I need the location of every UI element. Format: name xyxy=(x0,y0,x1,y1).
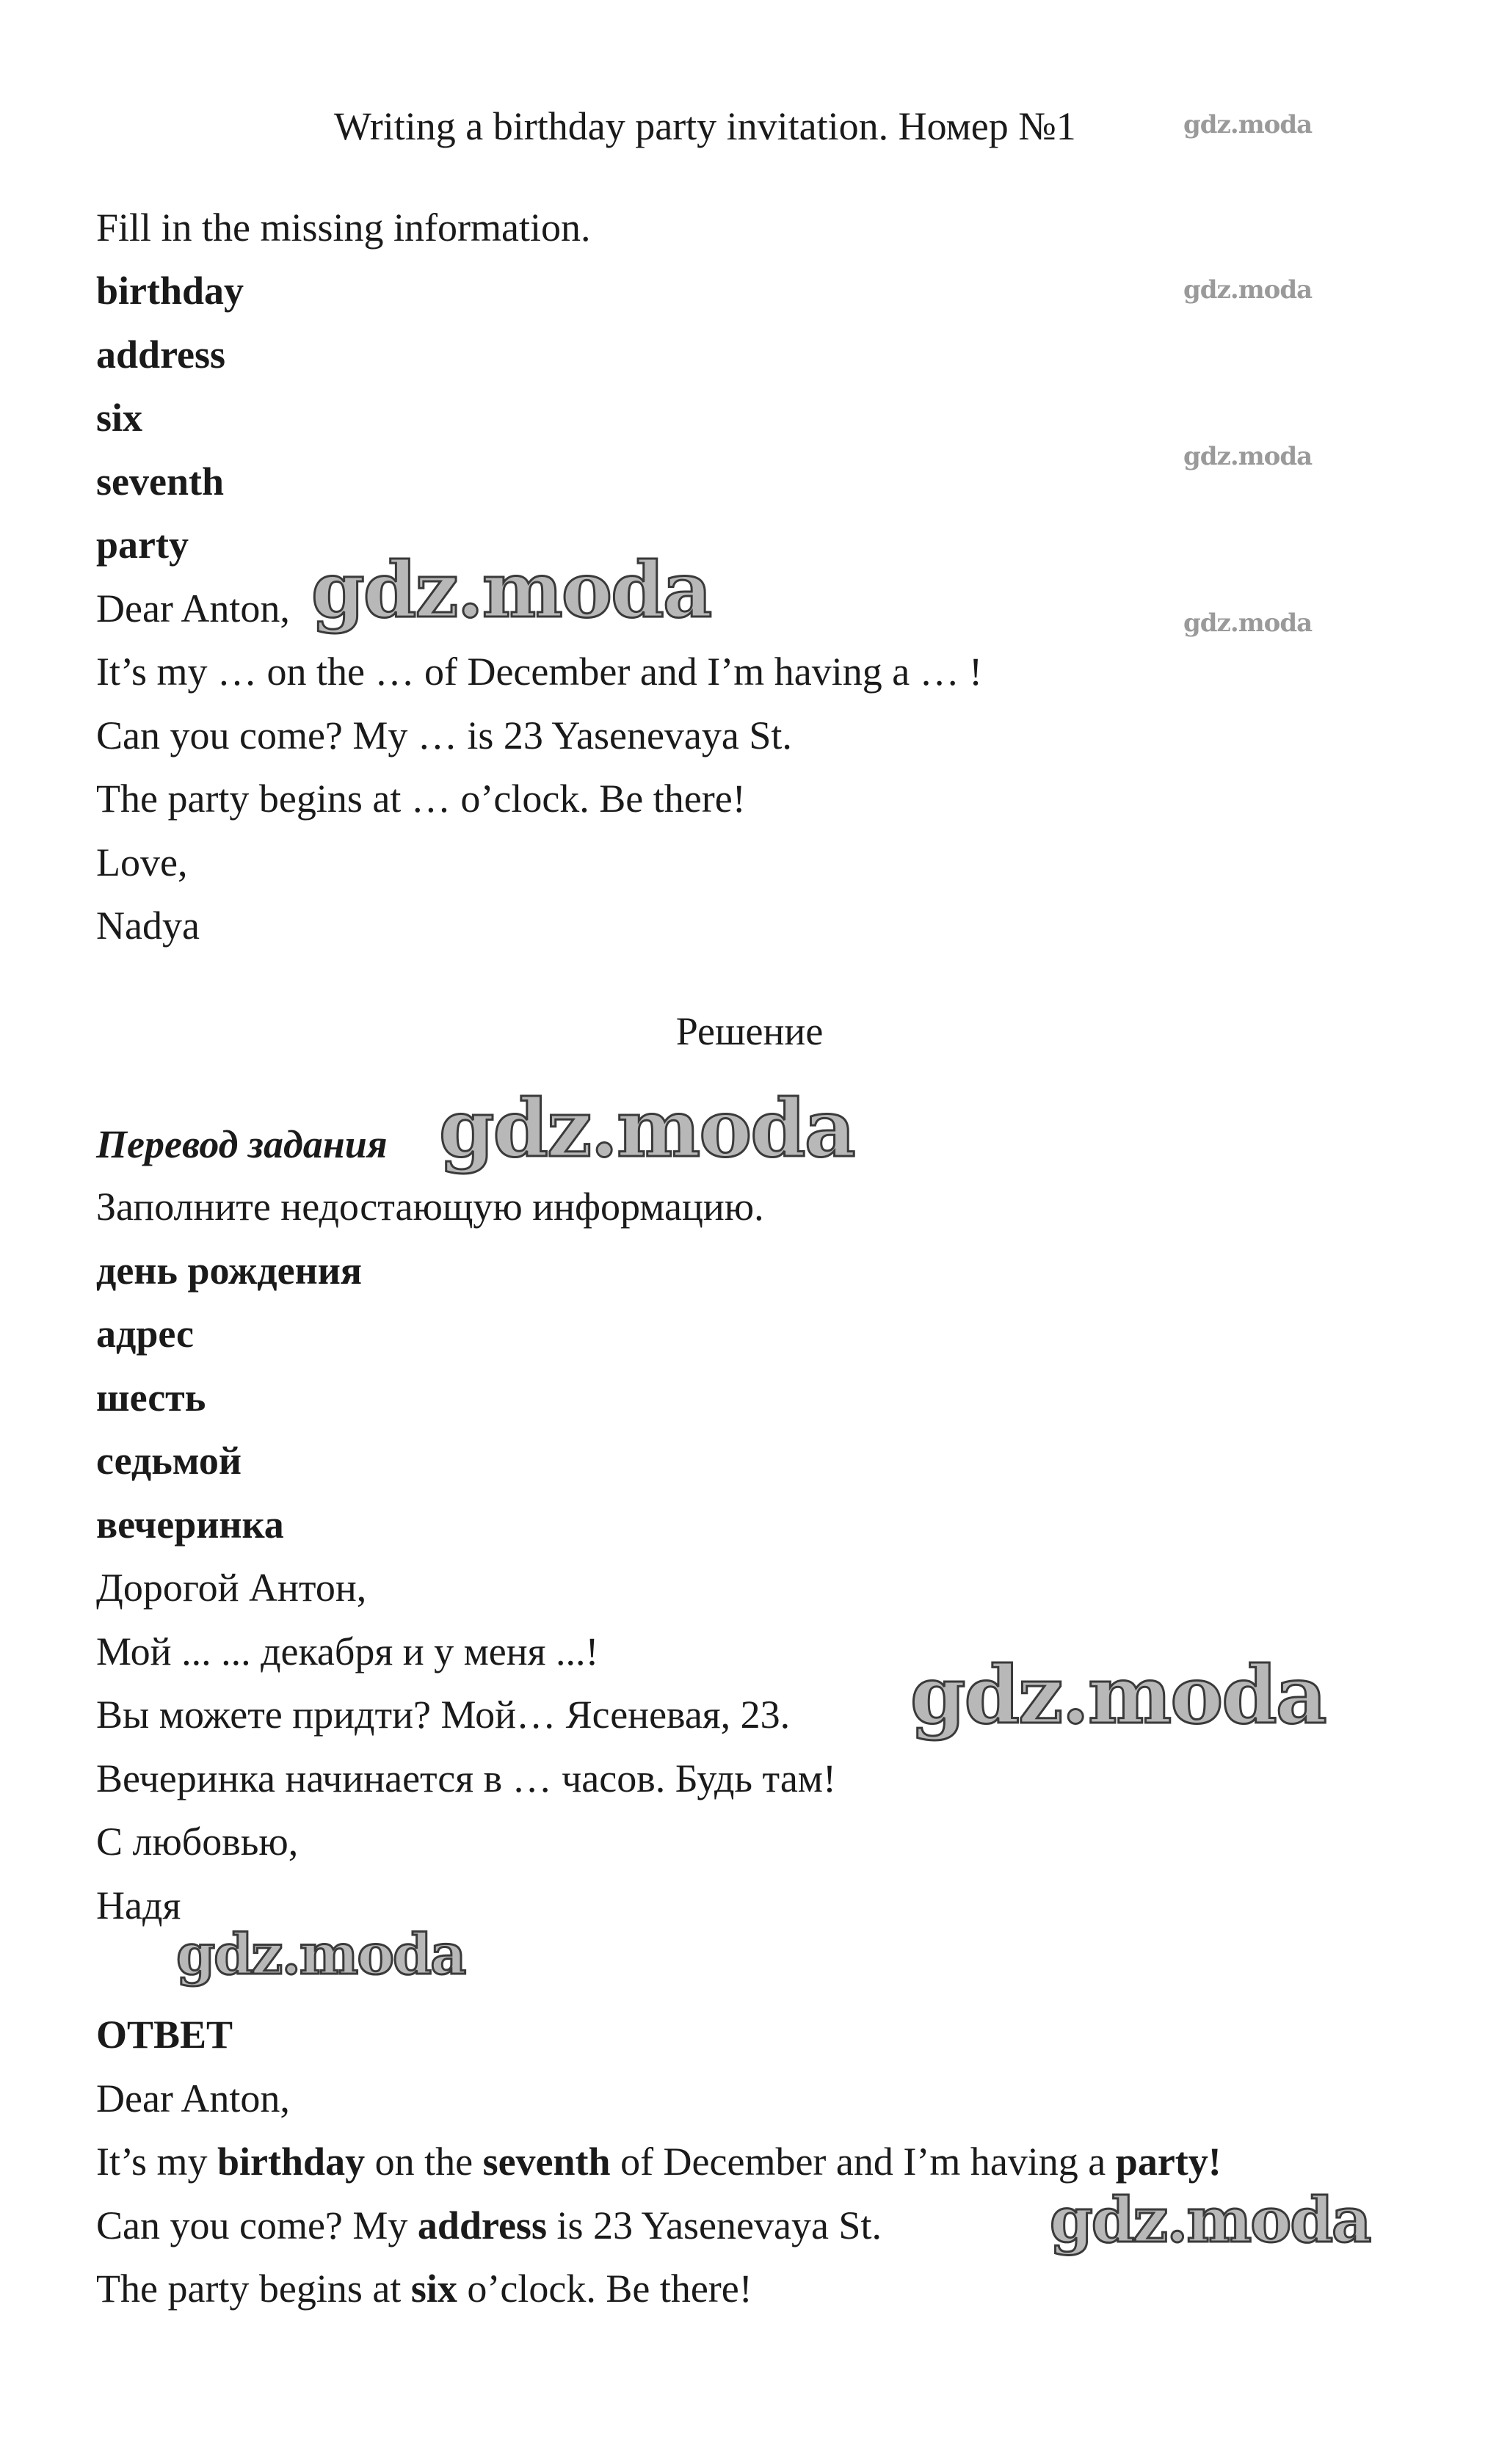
letter-line: The party begins at … o’clock. Be there! xyxy=(96,777,746,821)
word-item: six xyxy=(96,396,143,440)
word-item: седьмой xyxy=(96,1439,242,1483)
watermark: gdz.moda xyxy=(1183,110,1313,139)
watermark: gdz.moda xyxy=(910,1649,1326,1742)
word-item: seventh xyxy=(96,459,224,504)
word-item: birthday xyxy=(96,269,244,313)
watermark: gdz.moda xyxy=(311,545,711,635)
translation-instruction: Заполните недостающую информацию. xyxy=(96,1185,764,1229)
letter-line: Дорогой Антон, xyxy=(96,1566,367,1610)
letter-line: Вы можете придти? Мой… Ясеневая, 23. xyxy=(96,1693,791,1737)
letter-line: С любовью, xyxy=(96,1820,299,1864)
translation-heading: Перевод задания xyxy=(96,1122,388,1166)
watermark: gdz.moda xyxy=(1050,2184,1371,2256)
answer-heading: ОТВЕТ xyxy=(96,2013,233,2057)
word-item: шесть xyxy=(96,1375,206,1420)
answer-line: Dear Anton, xyxy=(96,2076,290,2120)
word-item: address xyxy=(96,332,226,377)
answer-line: The party begins at six o’clock. Be there! xyxy=(96,2267,752,2311)
watermark: gdz.moda xyxy=(439,1083,854,1175)
solution-heading: Решение xyxy=(675,1009,824,1053)
filled-word: birthday xyxy=(217,2140,366,2184)
letter-line: Nadya xyxy=(96,904,200,948)
letter-line: Can you come? My … is 23 Yasenevaya St. xyxy=(96,713,792,757)
filled-word: party! xyxy=(1115,2140,1222,2184)
letter-line: Мой ... ... декабря и у меня ...! xyxy=(96,1629,599,1673)
word-item: party xyxy=(96,523,189,567)
filled-word: six xyxy=(410,2267,457,2311)
answer-line: It’s my birthday on the seventh of December and I’m having a party! xyxy=(96,2140,1222,2184)
watermark: gdz.moda xyxy=(1183,275,1313,305)
word-item: адрес xyxy=(96,1312,194,1356)
task-instruction: Fill in the missing information. xyxy=(96,206,591,250)
filled-word: address xyxy=(417,2203,547,2247)
watermark: gdz.moda xyxy=(1183,608,1313,638)
word-item: вечеринка xyxy=(96,1502,284,1547)
letter-line: Love, xyxy=(96,840,188,884)
watermark: gdz.moda xyxy=(1183,442,1313,471)
page-title: Writing a birthday party invitation. Номер №1 xyxy=(334,104,1076,148)
word-item: день рождения xyxy=(96,1249,363,1293)
watermark: gdz.moda xyxy=(176,1922,465,1987)
letter-line: Dear Anton, xyxy=(96,586,290,630)
letter-line: Надя xyxy=(96,1883,181,1927)
letter-line: Вечеринка начинается в … часов. Будь там! xyxy=(96,1756,836,1800)
answer-line: Can you come? My address is 23 Yasenevaya St. xyxy=(96,2203,882,2247)
filled-word: seventh xyxy=(482,2140,611,2184)
letter-line: It’s my … on the … of December and I’m having a … ! xyxy=(96,650,983,694)
